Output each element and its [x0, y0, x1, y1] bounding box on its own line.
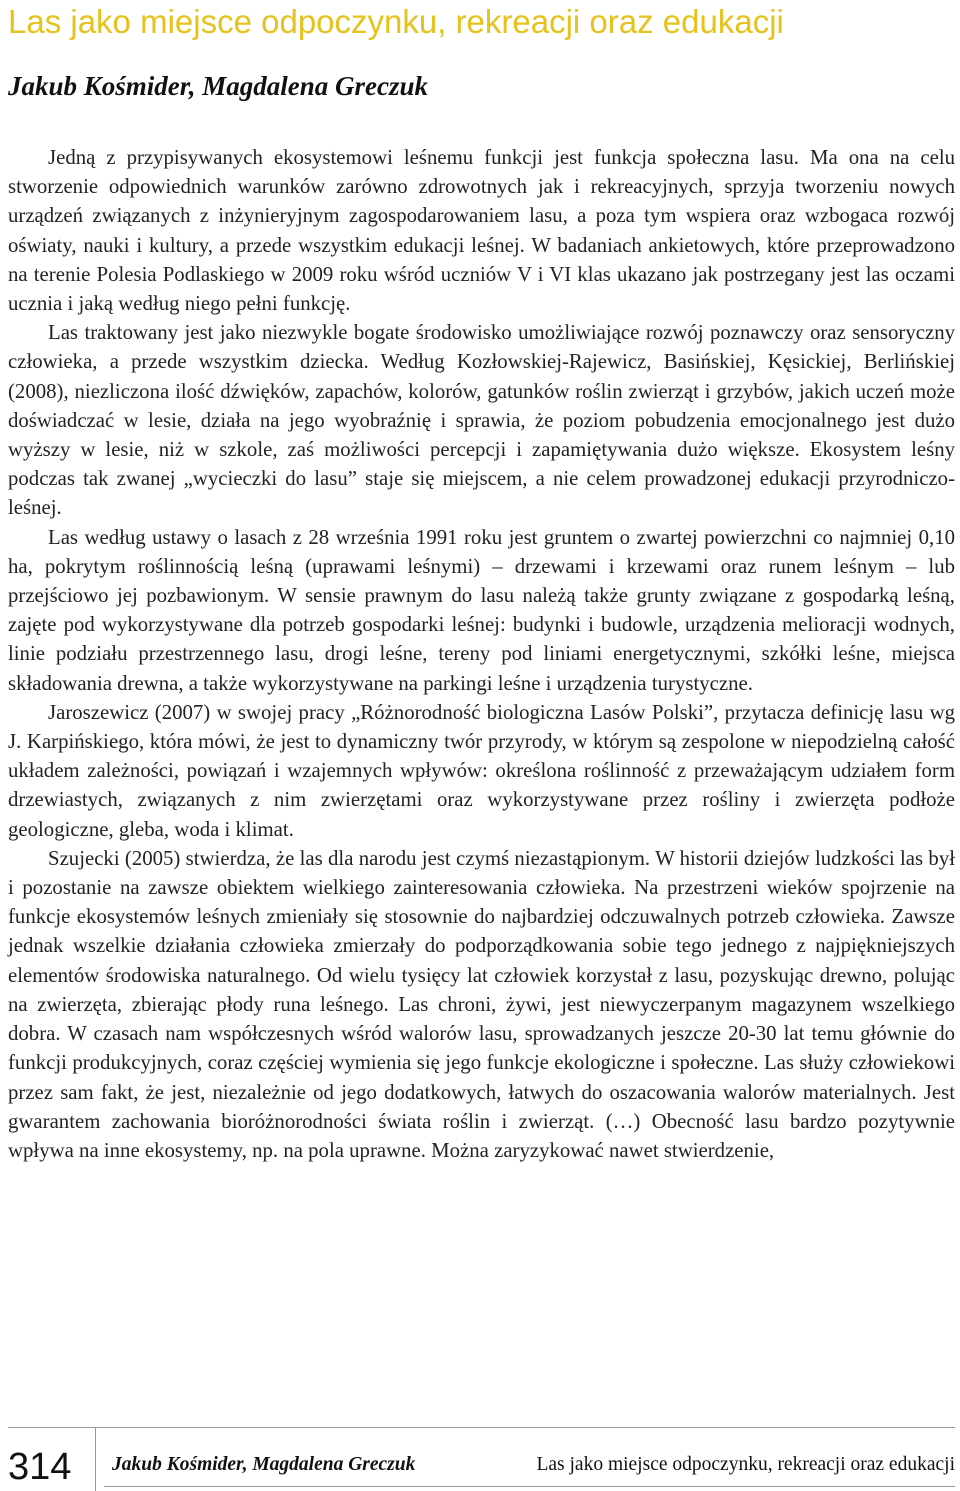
footer-title: Las jako miejsce odpoczynku, rekreacji oraz edukacji — [536, 1454, 955, 1475]
footer-divider — [8, 1427, 955, 1428]
paragraph: Szujecki (2005) stwierdza, że las dla narodu jest czymś niezastąpionym. W historii dziejów ludzkości las był i pozostanie na zawsze obiektem wielkiego zainteresowania człowieka. Na przestrzeni wieków spojrzenie na funkcje ekosystemów leśnych zmieniały się stosownie do najbardziej odczuwalnych potrzeb człowieka. Zawsze jednak wszelkie działania człowieka zmierzały do podporządkowania sobie tego jednego z najpiękniejszych elementów środowiska naturalnego. Od wielu tysięcy lat człowiek korzystał z lasu, pozyskując drewno, polując na zwierzęta, zbierając płody runa leśnego. Las chroni, żywi, jest niewyczerpanym magazynem wszelkiego dobra. W czasach nam współczesnych wśród walorów lasu, sprowadzanych jeszcze 20-30 lat temu głównie do funkcji produkcyjnych, coraz częściej wymienia się jego funkcje ekologiczne i społeczne. Las służy człowiekowi przez sam fakt, że jest, niezależnie od jego dodatkowych, łatwych do oszacowania walorów materialnych. Jest gwarantem zachowania bioróżnorodności świata roślin i zwierząt. (…) Obecność lasu bardzo pozytywnie wpływa na inne ekosystemy, np. na pola uprawne. Można zaryzykować nawet stwierdzenie, — [8, 846, 955, 1162]
article-body — [8, 143, 955, 1165]
paragraph: Jaroszewicz (2007) w swojej pracy „Różnorodność biologiczna Lasów Polski”, przytacza definicję lasu wg J. Karpińskiego, która mówi, że jest to dynamiczny twór przyrody, w którym są zespolone w niepodzielną całość układem zależności, powiązań i wzajemnych wpływów: określona roślinność z przeważającym udziałem form drzewiastych, związanych z nim zwierzętami oraz wykorzystywane przez rośliny i zwierzęta podłoże geologiczne, gleba, woda i klimat. — [8, 700, 955, 841]
paragraph: Jedną z przypisywanych ekosystemowi leśnemu funkcji jest funkcja społeczna lasu. Ma ona na celu stworzenie odpowiednich warunków zarówno zdrowotnych jak i rekreacyjnych, sprzyja tworzeniu nowych urządzeń związanych z inżynieryjnym zagospodarowaniem lasu, a poza tym wspiera oraz wzbogaca rozwój oświaty, nauki i kultury, a przede wszystkim edukacji leśnej. W badaniach ankietowych, które przeprowadzono na terenie Polesia Podlaskiego w 2009 roku wśród uczniów V i VI klas ukazano jak postrzegany jest las oczami ucznia i jaką według niego pełni funkcję. — [8, 146, 955, 316]
footer-authors: Jakub Kośmider, Magdalena Greczuk — [112, 1454, 416, 1475]
article-title: Las jako miejsce odpoczynku, rekreacji oraz edukacji — [8, 3, 784, 40]
footer-underline — [104, 1486, 955, 1487]
page-number-divider — [95, 1427, 96, 1491]
page-number: 314 — [8, 1446, 72, 1488]
article-authors: Jakub Kośmider, Magdalena Greczuk — [8, 71, 429, 101]
paragraph: Las według ustawy o lasach z 28 września 1991 roku jest gruntem o zwartej powierzchni co najmniej 0,10 ha, pokrytym roślinnością leśną (uprawami leśnymi) – drzewami i krzewami oraz runem leśnym – lub przejściowo jej pozbawionym. W sensie prawnym do lasu należą także grunty związane z gospodarką leśną, zajęte pod wykorzystywane dla potrzeb gospodarki leśnej: budynki i budowle, urządzenia melioracji wodnych, linie podziału przestrzennego lasu, drogi leśne, tereny pod liniami energetycznymi, szkółki leśne, miejsca składowania drewna, a także wykorzystywane na parkingi leśne i urządzenia turystyczne. — [8, 525, 955, 695]
paragraph: Las traktowany jest jako niezwykle bogate środowisko umożliwiające rozwój poznawczy oraz sensoryczny człowieka, a przede wszystkim dziecka. Według Kozłowskiej-Rajewicz, Basińskiej, Kęsickiej, Berlińskiej (2008), niezliczona ilość dźwięków, zapachów, kolorów, gatunków roślin zwierząt i grzybów, jakich uczeń może doświadczać w lesie, działa na jego wyobraźnię i sprawia, że poziom pobudzenia emocjonalnego jest dużo wyższy w lesie, niż w szkole, zaś możliwości percepcji i zapamiętywania dużo większe. Ekosystem leśny podczas tak zwanej „wycieczki do lasu” staje się miejscem, a nie celem prowadzonej edukacji przyrodniczo-leśnej. — [8, 321, 955, 520]
